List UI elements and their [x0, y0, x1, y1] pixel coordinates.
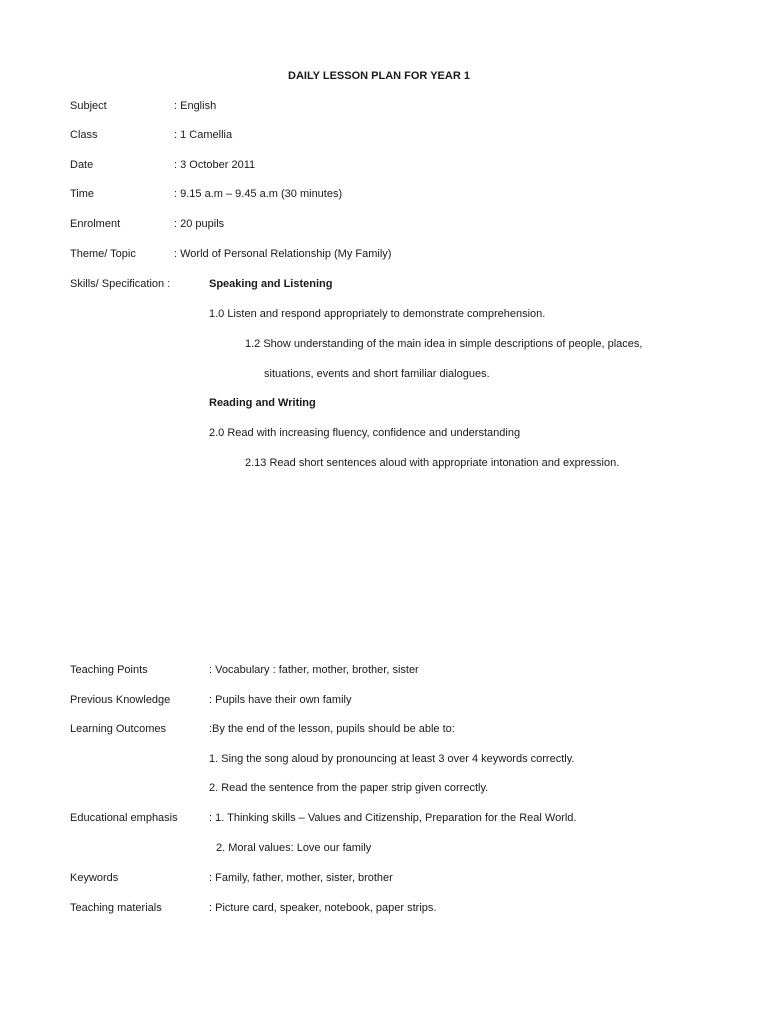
time-value: : 9.15 a.m – 9.45 a.m (30 minutes)	[174, 188, 343, 200]
keywords-value: : Family, father, mother, sister, brother	[209, 872, 393, 884]
standard-1-0: 1.0 Listen and respond appropriately to demonstrate comprehension.	[209, 308, 546, 320]
teaching-points-label: Teaching Points	[70, 664, 148, 676]
previous-knowledge-value: : Pupils have their own family	[209, 694, 352, 706]
educational-emphasis-value-2: 2. Moral values: Love our family	[216, 842, 372, 854]
skills-label: Skills/ Specification :	[70, 278, 171, 290]
learning-outcomes-value: :By the end of the lesson, pupils should be able to:	[209, 723, 455, 735]
learning-outcome-item: 2. Read the sentence from the paper strip given correctly.	[209, 782, 489, 794]
educational-emphasis-value: : 1. Thinking skills – Values and Citizenship, Preparation for the Real World.	[209, 812, 577, 824]
educational-emphasis-label: Educational emphasis	[70, 812, 178, 824]
teaching-materials-value: : Picture card, speaker, notebook, paper strips.	[209, 902, 437, 914]
speaking-listening-heading: Speaking and Listening	[209, 278, 333, 290]
reading-writing-heading: Reading and Writing	[209, 397, 316, 409]
subject-value: : English	[174, 100, 217, 112]
class-label: Class	[70, 129, 98, 141]
enrolment-label: Enrolment	[70, 218, 121, 230]
date-value: : 3 October 2011	[174, 159, 256, 171]
date-label: Date	[70, 159, 94, 171]
standard-1-2-line1: 1.2 Show understanding of the main idea in simple descriptions of people, places,	[245, 338, 643, 350]
standard-1-2-line2: situations, events and short familiar dialogues.	[264, 368, 490, 380]
standard-2-13: 2.13 Read short sentences aloud with appropriate intonation and expression.	[245, 457, 620, 469]
enrolment-value: : 20 pupils	[174, 218, 225, 230]
learning-outcome-item: 1. Sing the song aloud by pronouncing at least 3 over 4 keywords correctly.	[209, 753, 575, 765]
class-value: : 1 Camellia	[174, 129, 233, 141]
teaching-points-value: : Vocabulary : father, mother, brother, sister	[209, 664, 419, 676]
learning-outcomes-label: Learning Outcomes	[70, 723, 166, 735]
subject-label: Subject	[70, 100, 107, 112]
theme-topic-label: Theme/ Topic	[70, 248, 136, 260]
standard-2-0: 2.0 Read with increasing fluency, confidence and understanding	[209, 427, 521, 439]
previous-knowledge-label: Previous Knowledge	[70, 694, 171, 706]
page-title: DAILY LESSON PLAN FOR YEAR 1	[288, 70, 470, 82]
keywords-label: Keywords	[70, 872, 119, 884]
theme-topic-value: : World of Personal Relationship (My Family)	[174, 248, 392, 260]
time-label: Time	[70, 188, 95, 200]
teaching-materials-label: Teaching materials	[70, 902, 162, 914]
